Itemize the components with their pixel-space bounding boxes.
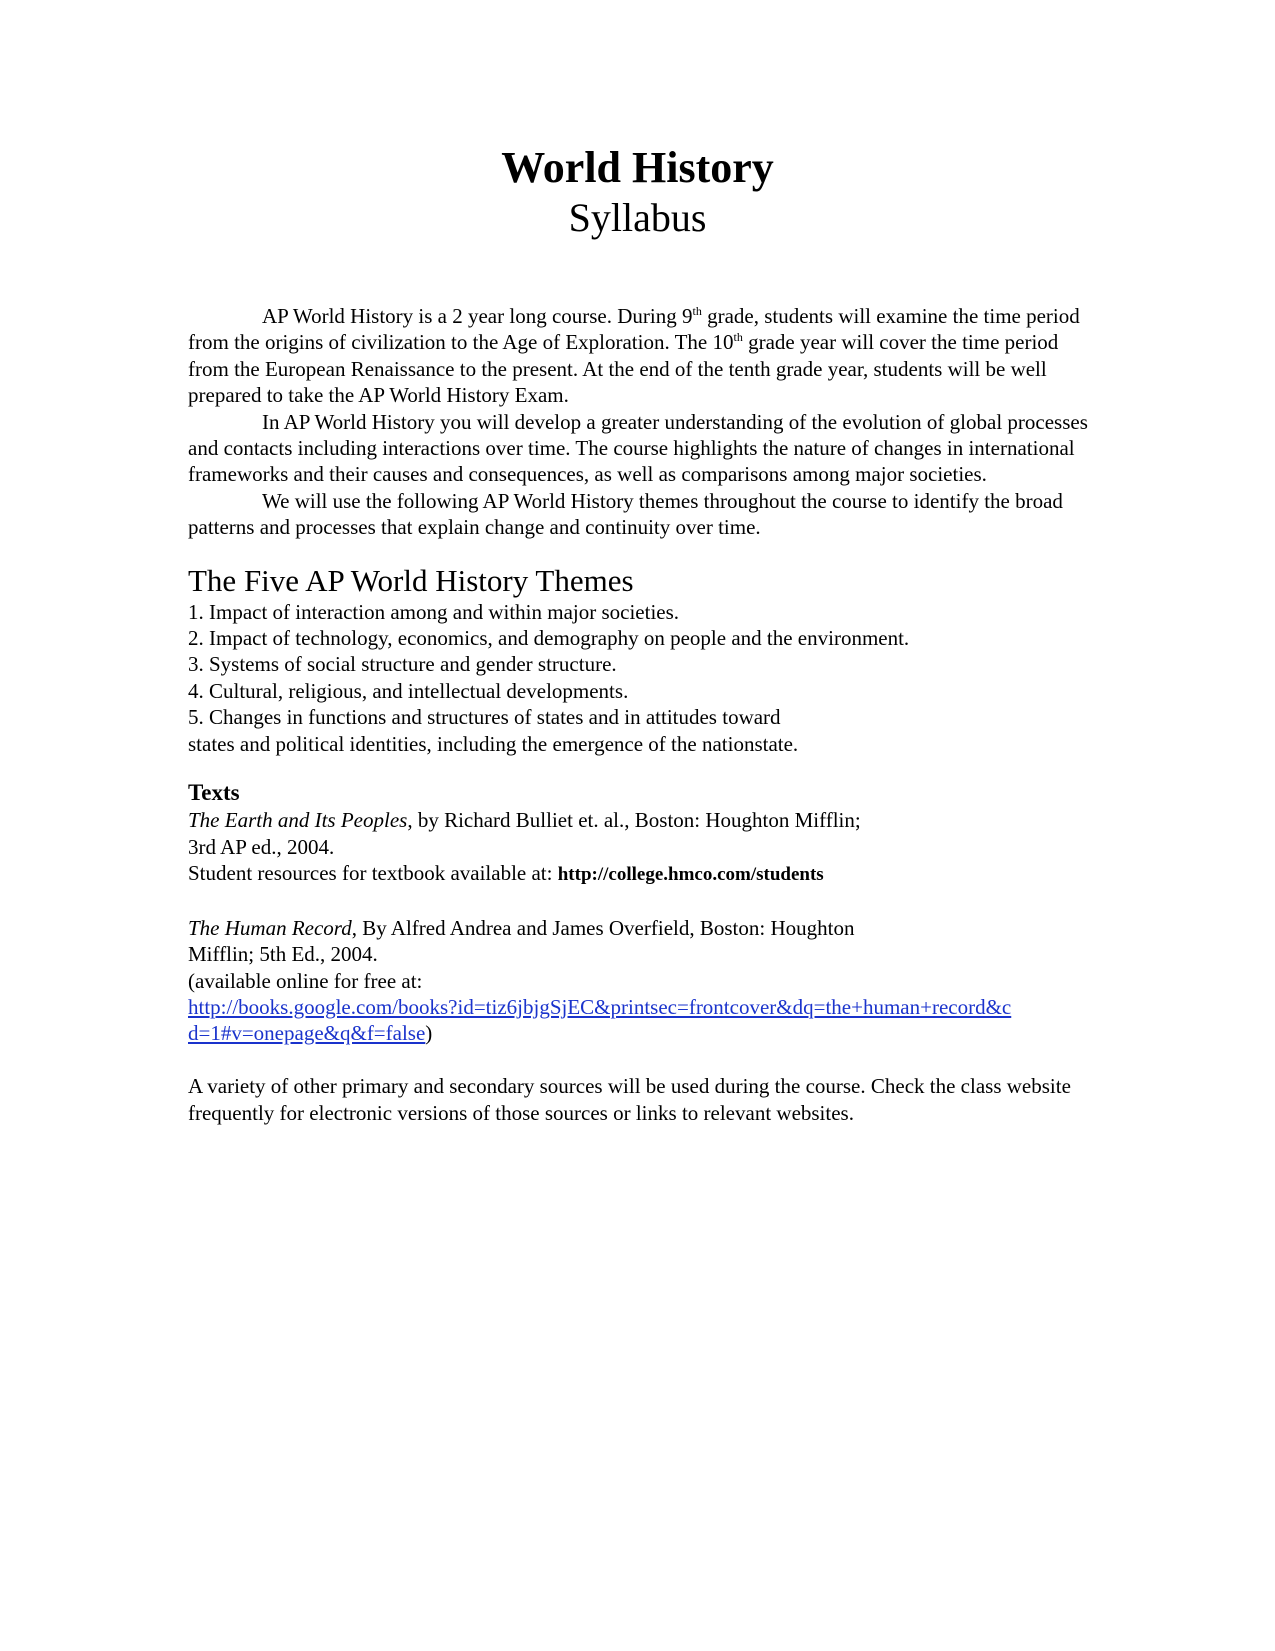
book2-title: The Human Record <box>188 915 352 940</box>
closing-parenthesis: ) <box>425 1021 433 1046</box>
texts-heading: Texts <box>188 780 240 806</box>
student-resources-line <box>188 860 1098 888</box>
online-link-line-1 <box>188 994 1098 1020</box>
book2-edition: Mifflin; 5th Ed., 2004. <box>188 942 378 967</box>
theme-item: 3. Systems of social structure and gender structure. <box>188 652 617 677</box>
theme-item-continued: states and political identities, including the emergence of the nationstate. <box>188 731 799 756</box>
online-availability-label: (available online for free at: <box>188 968 423 993</box>
book1-details: , by Richard Bulliet et. al., Boston: Houghton Mifflin; <box>407 808 861 833</box>
spacer <box>188 888 1098 914</box>
document-subtitle: Syllabus <box>568 195 707 240</box>
superscript-th-1: th <box>692 304 702 318</box>
student-resources-url: http://college.hmco.com/students <box>557 863 824 885</box>
spacer <box>188 1047 1098 1073</box>
closing-paragraph: A variety of other primary and secondary sources will be used during the course. Check the class website frequently for electronic versions of those sources or links to relevant websites. <box>188 1074 1071 1125</box>
theme-item: 1. Impact of interaction among and within major societies. <box>188 599 680 624</box>
book1-edition: 3rd AP ed., 2004. <box>188 834 335 859</box>
book2-citation <box>188 915 1098 941</box>
intro-p1-part-b: grade, students will examine the time period from the origins of civilization to the Age of Exploration. The 10 <box>188 304 1080 355</box>
student-resources-label: Student resources for textbook available at: <box>188 860 558 885</box>
intro-p1-part-c: grade year will cover the time period from the European Renaissance to the present. At the end of the tenth grade year, students will be well prepared to take the AP World History Exam. <box>188 330 1059 408</box>
document-title: World History <box>501 143 774 192</box>
theme-item: 5. Changes in functions and structures of states and in attitudes toward <box>188 705 781 730</box>
theme-item: 4. Cultural, religious, and intellectual developments. <box>188 678 629 703</box>
title-block <box>0 142 1275 242</box>
intro-paragraph-2: In AP World History you will develop a greater understanding of the evolution of global processes and contacts including interactions over time. The course highlights the nature of changes in international frameworks and their causes and consequences, as well as comparisons among major societies. <box>188 409 1088 487</box>
themes-heading: The Five AP World History Themes <box>188 562 634 598</box>
intro-paragraph-1 <box>188 303 1098 409</box>
superscript-th-2: th <box>733 330 743 345</box>
theme-item: 2. Impact of technology, economics, and demography on people and the environment. <box>188 626 910 651</box>
book1-title: The Earth and Its Peoples <box>188 808 408 833</box>
intro-section <box>188 303 1098 541</box>
document-body <box>188 303 1098 1126</box>
book2-details: , By Alfred Andrea and James Overfield, Boston: Houghton <box>351 915 855 940</box>
intro-p1-part-a: AP World History is a 2 year long course. During 9 <box>262 304 693 328</box>
intro-paragraph-3: We will use the following AP World History themes throughout the course to identify the broad patterns and processes that explain change and continuity over time. <box>188 488 1063 540</box>
online-link-line-2 <box>188 1020 1098 1046</box>
google-books-link-part-1[interactable]: http://books.google.com/books?id=tiz6jbjgSjEC&printsec=frontcover&dq=the+human+record&c <box>188 994 1012 1019</box>
google-books-link-part-2[interactable]: d=1#v=onepage&q&f=false <box>188 1021 426 1046</box>
themes-list <box>188 599 1098 757</box>
book1-citation <box>188 807 1098 833</box>
